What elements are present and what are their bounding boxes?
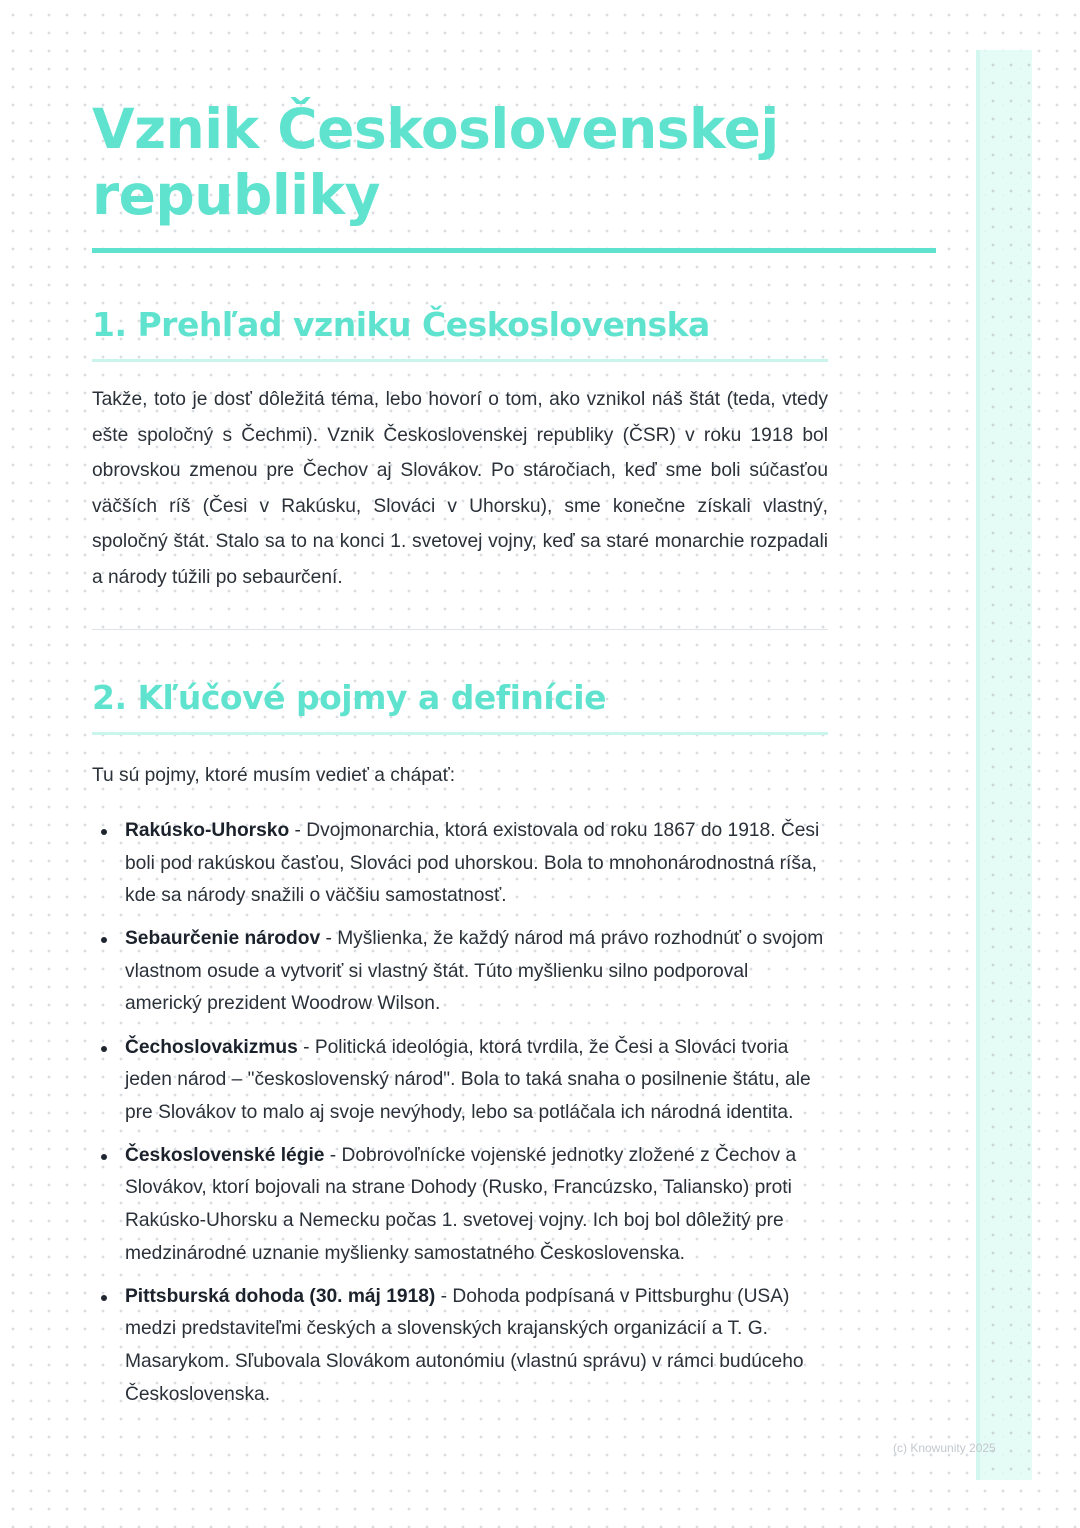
term-definition: - Myšlienka, že každý národ má právo rozhodnúť o svojom vlastnom osude a vytvoriť si vlastný štát. Túto myšlienku silno podporoval americký prezident Woodrow Wilson. xyxy=(125,928,824,1015)
key-terms-list xyxy=(92,815,828,1411)
term-definition: - Dvojmonarchia, ktorá existovala od roku 1867 do 1918. Česi boli pod rakúskou časťou, Slováci pod uhorskou. Bola to mnohonárodnostná ríša, kde sa národy snažili o väčšiu samostatnosť. xyxy=(125,820,820,907)
section-heading-overview: 1. Prehľad vzniku Československa xyxy=(92,305,710,344)
section-overview xyxy=(92,303,828,630)
bullet-icon xyxy=(101,937,107,943)
heading-underline xyxy=(92,732,828,735)
list-item xyxy=(92,815,828,913)
bullet-icon xyxy=(101,1295,107,1301)
bullet-icon xyxy=(101,1046,107,1052)
term-definition: - Dohoda podpísaná v Pittsburghu (USA) medzi predstaviteľmi českých a slovenských krajanských organizácií a T. G. Masarykom. Sľubovala Slovákom autonómiu (vlastnú správu) v rámci budúceho Československa. xyxy=(125,1285,804,1405)
side-accent-strip xyxy=(976,50,1032,1480)
term-name: Československé légie xyxy=(125,1144,325,1166)
term-name: Čechoslovakizmus xyxy=(125,1036,298,1058)
section-heading-key-terms: 2. Kľúčové pojmy a definície xyxy=(92,678,606,717)
term-definition: - Politická ideológia, ktorá tvrdila, že Česi a Slováci tvoria jeden národ – "československý národ". Bola to taká snaha o posilnenie štátu, ale pre Slovákov to malo aj svoje nevýhody, lebo sa potláčala ich národná identita. xyxy=(125,1036,811,1123)
section-key-terms xyxy=(92,676,828,1411)
document-title: Vznik Československej republiky xyxy=(92,97,779,227)
title-underline xyxy=(92,248,936,253)
list-item xyxy=(92,1281,828,1411)
copyright-footer: (c) Knowunity 2025 xyxy=(893,1441,996,1455)
key-terms-intro: Tu sú pojmy, ktoré musím vedieť a chápať: xyxy=(92,765,456,786)
list-item xyxy=(92,923,828,1021)
list-item xyxy=(92,1140,828,1270)
term-name: Sebaurčenie národov xyxy=(125,928,321,950)
heading-underline xyxy=(92,359,828,362)
term-definition: - Dobrovoľnícke vojenské jednotky zložené z Čechov a Slovákov, ktorí bojovali na strane Dohody (Rusko, Francúzsko, Taliansko) proti Rakúsko-Uhorsku a Nemecku počas 1. svetovej vojny. Ich boj bol dôležitý pre medzinárodné uznanie myšlienky samostatného Československa. xyxy=(125,1144,797,1264)
section-divider xyxy=(92,629,828,630)
list-item xyxy=(92,1032,828,1130)
term-name: Rakúsko-Uhorsko xyxy=(125,820,290,841)
bullet-icon xyxy=(101,1154,107,1160)
bullet-icon xyxy=(101,829,107,835)
overview-paragraph: Takže, toto je dosť dôležitá téma, lebo hovorí o tom, ako vznikol náš štát (teda, vtedy ešte spoločný s Čechmi). Vznik Československej republiky (ČSR) v roku 1918 bol obrovskou zmenou pre Čechov aj Slovákov. Po stáročiach, keď sme boli súčasťou väčších ríš (Česi v Rakúsku, Slováci v Uhorsku), sme konečne získali vlastný, spoločný štát. Stalo sa to na konci 1. svetovej vojny, keď sa staré monarchie rozpadali a národy túžili po sebaurčení. xyxy=(92,389,828,588)
term-name: Pittsburská dohoda (30. máj 1918) xyxy=(125,1285,436,1307)
document-page xyxy=(92,96,936,1422)
